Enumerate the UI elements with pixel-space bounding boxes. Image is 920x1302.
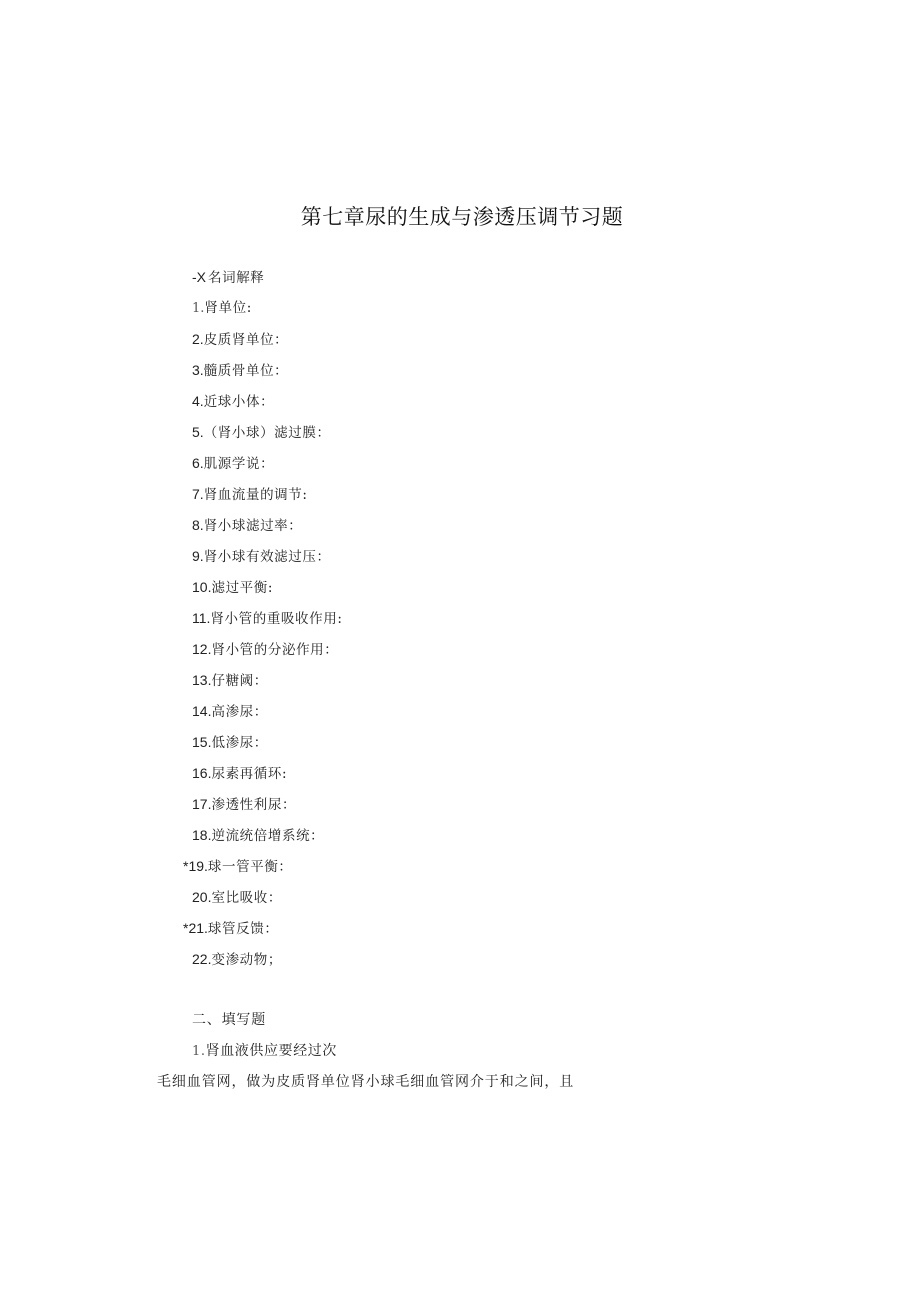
list-item	[0, 823, 920, 854]
item-text: 肾血流量的调节:	[203, 487, 308, 503]
item-text: 室比吸收：	[211, 890, 282, 906]
item-number: 13.	[192, 672, 212, 688]
item-number: 4.	[192, 393, 204, 409]
item-number: 12.	[192, 641, 212, 657]
item-text: 变渗动物；	[211, 952, 282, 968]
item-text: 球一管平衡：	[207, 859, 293, 875]
item-number: 10.	[192, 579, 212, 595]
list-item	[0, 544, 920, 575]
item-text: 近球小体：	[203, 394, 275, 410]
item-text: 皮质肾单位：	[203, 332, 289, 348]
item-text: 滤过平衡:	[211, 580, 274, 596]
item-number: 2.	[192, 331, 204, 347]
list-item	[0, 358, 920, 389]
item-text: 渗透性利尿：	[211, 797, 297, 813]
definition-list	[0, 296, 920, 978]
list-item	[0, 916, 920, 947]
item-text: 髓质骨单位：	[203, 363, 289, 379]
item-number: 1.	[192, 301, 205, 316]
list-item	[0, 761, 920, 792]
item-number: 7.	[192, 486, 204, 502]
item-number: 6.	[192, 455, 204, 471]
item-text: 肾小管的分泌作用：	[211, 642, 339, 658]
list-item	[0, 296, 920, 327]
page-title: 第七章尿的生成与渗透压调节习题	[300, 205, 624, 229]
list-item	[0, 885, 920, 916]
list-item	[0, 854, 920, 885]
section-heading-fill-in: 二、填写题	[192, 1012, 266, 1028]
list-item	[0, 637, 920, 668]
list-item	[0, 482, 920, 513]
item-number: 5.	[192, 424, 204, 440]
item-text: 仔糖阈：	[211, 673, 268, 689]
list-item	[0, 606, 920, 637]
list-item	[0, 947, 920, 978]
item-text: 肾小球滤过率：	[203, 518, 303, 534]
item-number: 18.	[192, 827, 212, 843]
list-item	[0, 513, 920, 544]
item-number: 3.	[192, 362, 204, 378]
section-definitions	[0, 265, 920, 978]
fill-in-question-1-continued: 毛细血管网，做为皮质肾单位肾小球毛细血管网介于和之间，且	[157, 1074, 575, 1090]
item-text: 肾单位:	[204, 300, 252, 316]
item-text: 球管反馈：	[207, 921, 279, 937]
item-text: （肾小球）滤过膜：	[203, 425, 331, 441]
item-text: 肾小球有效滤过压：	[203, 549, 331, 565]
list-item	[0, 389, 920, 420]
question-text: 肾血液供应要经过次	[205, 1043, 338, 1059]
section-prefix: -X	[192, 269, 206, 285]
item-number: 8.	[192, 517, 204, 533]
item-number: 20.	[192, 889, 212, 905]
item-number: 16.	[192, 765, 212, 781]
section-heading-definitions	[0, 265, 920, 296]
item-number: 17.	[192, 796, 212, 812]
list-item	[0, 451, 920, 482]
list-item	[0, 668, 920, 699]
list-item	[0, 327, 920, 358]
fill-in-question-1	[192, 1039, 337, 1064]
item-text: 尿素再循环:	[211, 766, 288, 782]
item-number: 9.	[192, 548, 204, 564]
item-number: 22.	[192, 951, 212, 967]
list-item	[0, 792, 920, 823]
section-heading-text: 名词解释	[208, 270, 265, 286]
item-number: *19.	[183, 858, 208, 874]
list-item	[0, 420, 920, 451]
item-number: 15.	[192, 734, 212, 750]
item-text: 低渗尿：	[211, 735, 268, 751]
item-number: 14.	[192, 703, 212, 719]
list-item	[0, 730, 920, 761]
list-item	[0, 575, 920, 606]
item-number: *21.	[183, 920, 208, 936]
item-text: 逆流统倍增系统：	[211, 828, 325, 844]
item-number: 11.	[192, 610, 211, 626]
item-text: 高渗尿：	[211, 704, 268, 720]
item-text: 肾小管的重吸收作用:	[210, 611, 343, 627]
list-item	[0, 699, 920, 730]
question-number: 1.	[192, 1044, 206, 1059]
item-text: 肌源学说：	[203, 456, 275, 472]
